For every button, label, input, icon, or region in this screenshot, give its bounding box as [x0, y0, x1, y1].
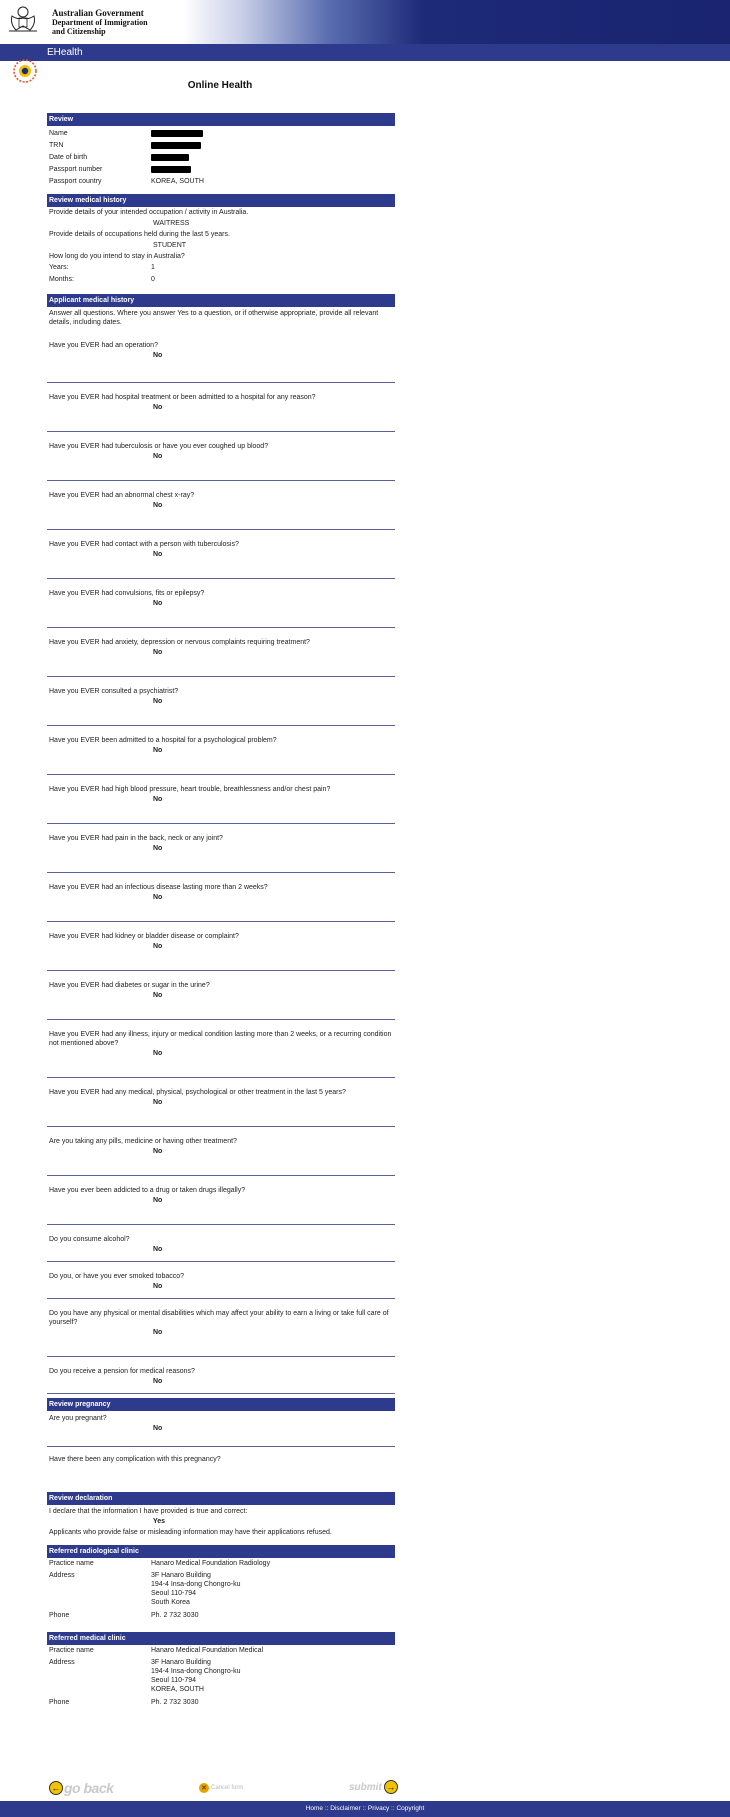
question-text: Have you EVER had an operation?: [49, 342, 158, 349]
medical-history-heading: Review medical history: [47, 194, 395, 207]
address-line: 194-4 Insa-dong Chongro-ku: [151, 1581, 241, 1588]
question-item: [47, 530, 395, 579]
question-text: Do you have any physical or mental disabilities which may affect your ability to earn a living or take full care of yourself?: [49, 1310, 389, 1326]
address-line: 3F Hanaro Building: [151, 1572, 211, 1579]
months-label: Months:: [49, 276, 74, 283]
radiological-clinic-heading: Referred radiological clinic: [47, 1545, 395, 1558]
question-item: [47, 1127, 395, 1176]
review-content: [47, 113, 395, 1709]
question-item: [47, 971, 395, 1020]
question-text: Have you ever been addicted to a drug or taken drugs illegally?: [49, 1187, 246, 1194]
review-heading: Review: [47, 113, 395, 126]
occupation-question: Provide details of your intended occupation / activity in Australia.: [49, 209, 249, 216]
question-answer: No: [153, 453, 163, 460]
question-text: Have you EVER consulted a psychiatrist?: [49, 688, 179, 695]
review-row-name: [47, 128, 395, 140]
question-answer: No: [153, 894, 163, 901]
occupation-answer: WAITRESS: [153, 220, 190, 227]
address-line: 194-4 Insa-dong Chongro-ku: [151, 1668, 241, 1675]
practice-value: Hanaro Medical Foundation Medical: [151, 1647, 264, 1654]
redacted-value: [151, 166, 191, 173]
question-item: [47, 481, 395, 530]
medical-phone-row: [47, 1697, 395, 1709]
footer-bar: [0, 1801, 730, 1817]
question-text: Have you EVER had an infectious disease lasting more than 2 weeks?: [49, 884, 268, 891]
row-label: Passport country: [49, 178, 102, 185]
question-text: Do you, or have you ever smoked tobacco?: [49, 1273, 185, 1280]
pregnancy-answer: No: [153, 1425, 163, 1432]
redacted-value: [151, 130, 203, 137]
footer-separator: ::: [362, 1805, 367, 1812]
cancel-form-label: Cancel form: [211, 1785, 244, 1791]
practice-value: Hanaro Medical Foundation Radiology: [151, 1560, 271, 1567]
question-text: Have you EVER had pain in the back, neck or any joint?: [49, 835, 223, 842]
row-label: Name: [49, 130, 68, 137]
app-name: EHealth: [47, 47, 83, 58]
stay-months-row: [47, 274, 395, 286]
question-item: [47, 579, 395, 628]
review-row-passport-number: [47, 164, 395, 176]
question-item: [47, 1299, 395, 1357]
question-text: Have you EVER been admitted to a hospital for a psychological problem?: [49, 737, 277, 744]
question-text: Have you EVER had anxiety, depression or nervous complaints requiring treatment?: [49, 639, 310, 646]
address-line: KOREA, SOUTH: [151, 1686, 204, 1693]
question-text: Have you EVER had high blood pressure, heart trouble, breathlessness and/or chest pain?: [49, 786, 331, 793]
go-back-label: go back: [64, 1780, 114, 1796]
question-text: Have you EVER had hospital treatment or been admitted to a hospital for any reason?: [49, 394, 316, 401]
row-value: KOREA, SOUTH: [151, 178, 204, 185]
prev-occupation-question: Provide details of occupations held during the last 5 years.: [49, 231, 230, 238]
review-row-trn: [47, 140, 395, 152]
question-text: Have you EVER had any illness, injury or medical condition lasting more than 2 weeks, or a recurring condition not mentioned above?: [49, 1031, 392, 1047]
page-title: Online Health: [187, 80, 253, 91]
question-item: [47, 1225, 395, 1262]
question-item: [47, 677, 395, 726]
question-answer: No: [153, 1148, 163, 1155]
footer-link-home[interactable]: Home: [305, 1805, 324, 1812]
redacted-value: [151, 142, 201, 149]
radiology-practice-row: [47, 1558, 395, 1570]
address-line: Seoul 110-794: [151, 1677, 197, 1684]
phone-value: Ph. 2 732 3030: [151, 1612, 199, 1619]
question-item: [47, 1357, 395, 1394]
question-answer: No: [153, 698, 163, 705]
question-text: Are you taking any pills, medicine or having other treatment?: [49, 1138, 237, 1145]
address-line: 3F Hanaro Building: [151, 1659, 211, 1666]
months-value: 0: [151, 276, 155, 283]
footer-separator: ::: [324, 1805, 329, 1812]
cancel-form-button[interactable]: [199, 1783, 243, 1793]
declaration-note: Applicants who provide false or misleading information may have their applications refused.: [49, 1529, 332, 1536]
address-line: South Korea: [151, 1599, 190, 1606]
address-line: Seoul 110-794: [151, 1590, 197, 1597]
question-answer: No: [153, 600, 163, 607]
question-answer: No: [153, 1246, 163, 1253]
phone-value: Ph. 2 732 3030: [151, 1699, 199, 1706]
question-text: Have you EVER had kidney or bladder disease or complaint?: [49, 933, 239, 940]
question-answer: No: [153, 943, 163, 950]
question-answer: No: [153, 551, 163, 558]
question-text: Do you consume alcohol?: [49, 1236, 130, 1243]
question-list: [47, 327, 395, 1394]
government-banner: [0, 0, 730, 44]
question-answer: No: [153, 1050, 163, 1057]
close-icon: ✕: [199, 1783, 209, 1793]
practice-label: Practice name: [49, 1560, 94, 1567]
question-text: Have you EVER had tuberculosis or have you ever coughed up blood?: [49, 443, 269, 450]
declaration-answer: Yes: [153, 1518, 166, 1525]
question-answer: No: [153, 352, 163, 359]
question-answer: No: [153, 1099, 163, 1106]
gov-line-1: Australian Government: [52, 8, 144, 18]
pregnancy-complication-question: Have there been any complication with this pregnancy?: [49, 1456, 221, 1463]
question-answer: No: [153, 649, 163, 656]
question-item: [47, 775, 395, 824]
question-text: Have you EVER had any medical, physical, psychological or other treatment in the last 5 years?: [49, 1089, 346, 1096]
address-label: Address: [49, 1572, 75, 1579]
address-value: [151, 1570, 395, 1610]
question-item: [47, 726, 395, 775]
address-label: Address: [49, 1659, 75, 1666]
declaration-heading: Review declaration: [47, 1492, 395, 1505]
redacted-value: [151, 154, 189, 161]
question-answer: No: [153, 404, 163, 411]
divider: [47, 1435, 395, 1447]
footer-link-disclaimer[interactable]: Disclaimer: [330, 1805, 361, 1812]
question-text: Have you EVER had an abnormal chest x-ray?: [49, 492, 195, 499]
question-text: Have you EVER had diabetes or sugar in the urine?: [49, 982, 210, 989]
gov-line-2: Department of Immigration: [52, 18, 148, 27]
coat-of-arms-icon: [6, 4, 40, 34]
submit-button[interactable]: [349, 1780, 398, 1794]
years-value: 1: [151, 264, 155, 271]
review-row-passport-country: [47, 176, 395, 188]
row-label: TRN: [49, 142, 64, 149]
question-answer: No: [153, 1197, 163, 1204]
question-answer: No: [153, 992, 163, 999]
question-answer: No: [153, 747, 163, 754]
medical-address-row: [47, 1657, 395, 1697]
arrow-right-icon: →: [384, 1780, 398, 1794]
arrow-left-icon: ←: [49, 1781, 63, 1795]
footer-separator: ::: [391, 1805, 395, 1812]
medical-practice-row: [47, 1645, 395, 1657]
question-item: [47, 1176, 395, 1225]
question-text: Have you EVER had convulsions, fits or epilepsy?: [49, 590, 205, 597]
question-item: [47, 873, 395, 922]
footer-link-copyright[interactable]: Copyright: [396, 1805, 425, 1812]
question-text: Do you receive a pension for medical reasons?: [49, 1368, 195, 1375]
row-label: Date of birth: [49, 154, 88, 161]
address-value: [151, 1657, 395, 1697]
row-label: Passport number: [49, 166, 103, 173]
stay-years-row: [47, 262, 395, 274]
submit-label: submit: [349, 1781, 382, 1793]
phone-label: Phone: [49, 1699, 70, 1706]
question-item: [47, 1020, 395, 1078]
radiology-phone-row: [47, 1610, 395, 1622]
form-navigation: [47, 1778, 395, 1798]
go-back-button[interactable]: [49, 1780, 113, 1796]
question-item: [47, 432, 395, 481]
gov-line-3: and Citizenship: [52, 27, 106, 36]
practice-label: Practice name: [49, 1647, 94, 1654]
radiology-address-row: [47, 1570, 395, 1610]
question-text: Have you EVER had contact with a person with tuberculosis?: [49, 541, 239, 548]
footer-link-privacy[interactable]: Privacy: [367, 1805, 390, 1812]
question-item: [47, 327, 395, 383]
declaration-question: I declare that the information I have provided is true and correct:: [49, 1508, 248, 1515]
pregnancy-question: Are you pregnant?: [49, 1415, 107, 1422]
review-row-dob: [47, 152, 395, 164]
question-item: [47, 628, 395, 677]
question-answer: No: [153, 1283, 163, 1290]
medical-clinic-heading: Referred medical clinic: [47, 1632, 395, 1645]
question-answer: No: [153, 796, 163, 803]
prev-occupation-answer: STUDENT: [153, 242, 187, 249]
question-answer: No: [153, 1378, 163, 1385]
phone-label: Phone: [49, 1612, 70, 1619]
question-answer: No: [153, 502, 163, 509]
question-item: [47, 824, 395, 873]
app-bar: [0, 44, 730, 61]
question-item: [47, 1262, 395, 1299]
applicant-history-heading: Applicant medical history: [47, 294, 395, 307]
pregnancy-heading: Review pregnancy: [47, 1398, 395, 1411]
question-item: [47, 383, 395, 432]
footer-links: [306, 1805, 425, 1812]
government-title: [52, 8, 148, 36]
question-item: [47, 1078, 395, 1127]
question-answer: No: [153, 845, 163, 852]
applicant-history-intro: Answer all questions. Where you answer Yes to a question, or if otherwise appropriate, provide all relevant details, including dates.: [49, 310, 379, 326]
stay-question: How long do you intend to stay in Australia?: [49, 253, 185, 260]
question-answer: No: [153, 1329, 163, 1336]
years-label: Years:: [49, 264, 69, 271]
question-item: [47, 922, 395, 971]
